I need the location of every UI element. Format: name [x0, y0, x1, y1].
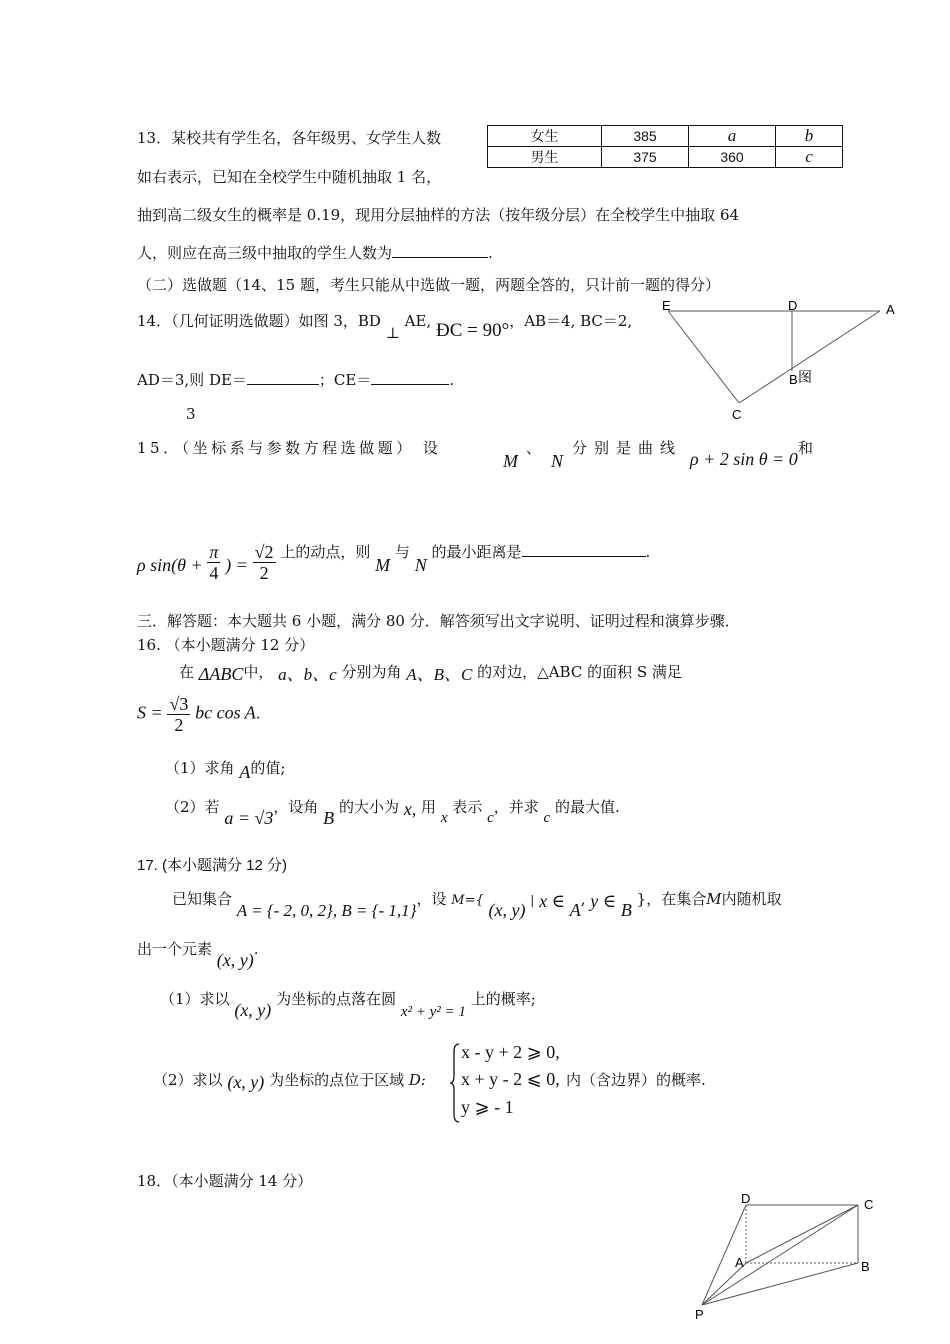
point-n: N [414, 554, 427, 575]
angles-abc: A、B、C [406, 665, 473, 684]
q16-text: 的值; [250, 759, 286, 777]
set-m: M [706, 890, 722, 908]
denominator: 2 [259, 563, 269, 583]
q15-text: 和 [798, 439, 814, 457]
point-label-a: A [886, 302, 895, 317]
q17-header: 17. (本小题满分 12 分) [137, 857, 288, 874]
angle-a: A [239, 762, 251, 782]
q16-text: ，并求 [493, 798, 539, 816]
grade-gender-table [487, 125, 843, 168]
figure-number: 3 [186, 405, 196, 423]
q16-part1 [165, 757, 286, 782]
q16-dot: . [255, 704, 261, 723]
q14-line2 [137, 369, 454, 390]
table-row [488, 147, 843, 168]
numerator: √3 [169, 694, 189, 714]
triangle-abc: ΔABC [198, 664, 244, 684]
inequality-1: x - y + 2 ⩾ 0, [461, 1042, 560, 1062]
q17-line2 [137, 938, 259, 970]
inequality-2: x + y - 2 ⩽ 0, [461, 1069, 560, 1089]
q14-text: ，AB＝4, BC＝2, [509, 312, 633, 330]
pair-xy: (x, y) [216, 950, 254, 970]
point-label-d: D [788, 298, 798, 313]
variable-c: c [543, 810, 551, 826]
q16-text: 中， [243, 663, 274, 681]
q16-text: 的对边，△ABC 的面积 S 满足 [477, 663, 682, 681]
q16-text: 的最大值. [554, 798, 620, 816]
variable-x: x [440, 810, 448, 826]
table-cell: a [689, 126, 776, 147]
q14-text: ；CE＝ [318, 371, 372, 389]
circle-equation: x² + y² = 1 [400, 1004, 466, 1020]
q18-header: 18．（本小题满分 14 分） [137, 1172, 313, 1190]
q17-text: 为坐标的点位于区域 [269, 1071, 405, 1089]
figure-pyramid [690, 1185, 890, 1335]
q14-text: 14．（几何证明选做题）如图 3，BD [137, 312, 381, 330]
vertex-label-a: A [735, 1255, 744, 1270]
q14-text: AE, [404, 312, 432, 330]
bar: | [530, 893, 535, 907]
curve-2-equation: ρ sin(θ + [137, 554, 203, 575]
pair-xy: (x, y) [488, 900, 526, 920]
q16-text: 表示 [452, 798, 483, 816]
perpendicular-symbol: ⊥ [385, 324, 400, 342]
q17-text: 内随机取 [721, 890, 782, 908]
q15-line2 [137, 534, 651, 583]
table-cell: 女生 [488, 126, 602, 147]
q13-line2: 如右表示，已知在全校学生中随机抽取 1 名， [137, 168, 442, 186]
pi-over-4 [207, 542, 220, 583]
area-rhs: bc cos A [195, 702, 256, 723]
q17-part2 [153, 1069, 426, 1090]
q17-text: 内（含边界）的概率. [566, 1071, 706, 1089]
point-label-b: B [789, 372, 798, 387]
section-3-header: 三．解答题：本大题共 6 小题，满分 80 分．解答须写出文字说明、证明过程和演算步骤． [137, 612, 740, 630]
q17-text: 上的概率; [470, 990, 536, 1008]
vertex-label-p: P [695, 1307, 704, 1322]
q13-line1: 13．某校共有学生名，各年级男、女学生人数 [137, 129, 442, 147]
y-in: y ∈ [590, 891, 617, 911]
q17-text: 为坐标的点落在圆 [276, 990, 397, 1008]
table-cell: b [776, 126, 843, 147]
q16-text: ，设角 [273, 798, 319, 816]
vertex-label-c: C [864, 1197, 874, 1212]
denominator: 2 [174, 715, 184, 735]
q17-text: . [253, 940, 259, 958]
figure-3-triangle [655, 295, 905, 425]
optional-section-header: （二）选做题（14、15 题，考生只能从中选做一题，两题全答的，只计前一题的得分） [137, 276, 720, 294]
point-label-c: C [732, 407, 742, 422]
region-d: D: [408, 1071, 426, 1089]
variable-x: x, [403, 799, 417, 819]
set-m-open: M={ [451, 893, 484, 908]
q17-part1 [160, 988, 536, 1020]
q15-text: 上的动点，则 [280, 542, 371, 561]
sqrt2-over-2 [253, 542, 276, 583]
q15-text: 与 [394, 542, 410, 561]
numerator: √2 [254, 542, 274, 562]
q16-line1 [179, 657, 682, 682]
table-cell: 375 [602, 147, 689, 168]
q13-line3: 抽到高二级女生的概率是 0.19，现用分层抽样的方法（按年级分层）在全校学生中抽取 64 [137, 206, 740, 224]
pair-xy: (x, y) [227, 1072, 265, 1092]
vertex-label-b: B [861, 1259, 870, 1274]
q16-text: 用 [421, 798, 437, 816]
q17-text: 已知集合 [172, 890, 233, 908]
q14-text: AD＝3,则 DE＝ [137, 371, 247, 389]
sets-a-b: A = {- 2, 0, 2}, B = {- 1,1} [236, 901, 417, 920]
set-b: B [620, 900, 632, 920]
q15-text: 15．（坐标系与参数方程选做题） 设 [137, 439, 442, 457]
variable-c: c [487, 810, 494, 826]
table-cell: c [776, 147, 843, 168]
numerator: π [209, 542, 219, 562]
q17-line1 [172, 888, 782, 920]
q16-text: 分别为角 [341, 663, 402, 681]
q16-header: 16. （本小题满分 12 分） [137, 636, 315, 654]
q17-text: （1）求以 [160, 990, 230, 1008]
system-brace [449, 1042, 461, 1124]
q14-line1 [137, 310, 633, 342]
edge-pb [702, 1263, 858, 1305]
q15-text: 分别是曲线 [572, 439, 683, 457]
q16-text: （1）求角 [165, 759, 235, 777]
figure-caption-label: 图 [798, 370, 812, 386]
answer-blank [522, 542, 646, 557]
table-cell: 385 [602, 126, 689, 147]
q16-text: 的大小为 [338, 798, 399, 816]
answer-blank [247, 370, 319, 385]
answer-blank [371, 370, 449, 385]
comma: , [580, 890, 586, 908]
area-lhs: S = [137, 702, 163, 723]
q17-text: ，设 [416, 890, 447, 908]
set-m-close: } [636, 890, 647, 908]
a-equals-sqrt3: a = √3 [224, 808, 274, 828]
angle-b: B [323, 808, 335, 828]
q15-text: 的最小距离是 [431, 542, 522, 561]
curve-1-equation: ρ + 2 sin θ = 0 [690, 449, 798, 469]
q17-text: 出一个元素 [137, 940, 213, 958]
inequality-3: y ⩾ - 1 [461, 1097, 514, 1117]
x-in: x ∈ [539, 891, 565, 911]
sqrt3-over-2 [167, 694, 190, 735]
sides-abc: a、b、c [278, 665, 337, 684]
table-row [488, 126, 843, 147]
point-m: M [375, 554, 391, 575]
q15-line1 [137, 437, 441, 458]
point-label-e: E [662, 298, 671, 313]
table-cell: 男生 [488, 147, 602, 168]
q17-text: ，在集合 [646, 890, 707, 908]
q17-text: （2）求以 [153, 1071, 223, 1089]
q13-end: . [488, 244, 493, 262]
q16-part2 [165, 796, 620, 828]
set-a: A [569, 900, 581, 920]
q14-text: . [449, 371, 455, 389]
edge-pc [702, 1205, 858, 1305]
curve-2-equation: ) = [225, 554, 248, 575]
denominator: 4 [209, 563, 219, 583]
q16-text: 在 [179, 663, 195, 681]
q13-text: 人，则应在高三级中抽取的学生人数为 [137, 244, 393, 262]
point-n: N [551, 451, 564, 471]
q13-line4 [137, 242, 493, 263]
pair-xy: (x, y) [234, 1000, 272, 1020]
q15-end: . [645, 542, 651, 561]
table-cell: 360 [689, 147, 776, 168]
answer-blank [392, 243, 488, 258]
area-formula [137, 694, 261, 735]
q16-text: （2）若 [165, 798, 220, 816]
point-m: M [503, 451, 518, 471]
edge-ac [746, 1205, 858, 1263]
line-ec [668, 311, 739, 403]
angle-c-formula: ÐC = 90° [435, 320, 510, 341]
line-ca [739, 311, 880, 403]
q15-sep: 、 [526, 439, 542, 457]
vertex-label-d: D [741, 1191, 751, 1206]
